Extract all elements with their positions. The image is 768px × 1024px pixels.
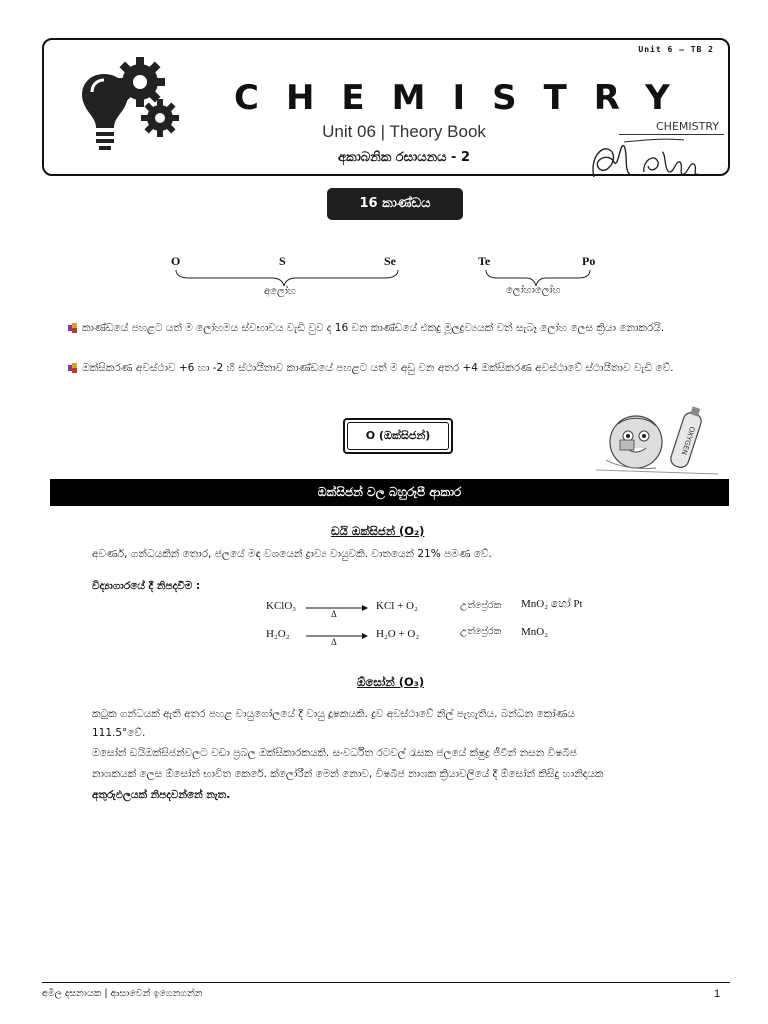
element-se: Se	[384, 254, 396, 268]
group-16-label: 16 කාණ්ඩය	[327, 188, 463, 220]
page-number: 1	[714, 988, 721, 1000]
reaction-2-catalyst-label: උත්ප්‍රේරක	[460, 626, 502, 637]
section-banner: ඔක්සිජන් වල බහුරූපී ආකාර	[50, 479, 729, 506]
ozone-line-3: ඔසෝන් ඩයිඔක්සිජන්වලට වඩා ප්‍රබල ඔක්සිකාරකයකි. සංවර්ධිත රටවල් රැසක ජලයේ ක්ෂුද්‍ර ජීවීන් නසන විෂබීජ	[92, 747, 577, 759]
brand-word: CHEMISTRY	[656, 120, 719, 133]
list-item	[68, 318, 708, 339]
unit-code: Unit 6 – TB 2	[638, 45, 714, 54]
element-o: O	[171, 254, 181, 268]
reaction-2-arrow-icon	[306, 630, 368, 642]
reaction-2-reactant: H₂O₂	[266, 628, 290, 640]
element-po: Po	[582, 254, 596, 268]
list-item	[68, 358, 708, 379]
ozone-heading: ඕසෝන් (O₃)	[357, 675, 425, 689]
metalloid-label: ලෝහාලෝහ	[506, 285, 561, 296]
dioxygen-desc: අවර්ණ, ගන්ධයකින් තොර, ජලයේ මඳ වශයෙන් ද්‍රාව්‍ය වායුවකි. වාතයෙන් 21% පමණ වේ.	[92, 548, 492, 560]
nonmetal-label: අලෝහ	[264, 286, 296, 297]
reaction-1-reactant: KClO₃	[266, 600, 297, 612]
reaction-2-catalyst: MnO₂	[521, 626, 549, 638]
lightbulb-gears-logo-icon	[74, 52, 186, 164]
footer-rule	[42, 982, 730, 983]
lab-prep-label: විද්‍යාගාරයේ දී නිපදවීම :	[92, 580, 201, 592]
bullet-icon	[68, 323, 78, 333]
bullet-text: කාණ්ඩයේ පහළට යත් ම ලෝහමය ස්වභාවය වැඩි වුව ද 16 වන කාණ්ඩයේ එකදු මූලද්‍රව්‍යයක් වත් සැබෑ ලෝහ ලෙස ක්‍රියා නොකරයි.	[82, 322, 665, 334]
ozone-line-2: 111.5°වේ.	[92, 727, 146, 739]
ozone-line-4: නාශකයක් ලෙස ඕසෝන් භාවිත කෙරේ. ක්ලෝරීන් මෙන් නොව, විෂබීජ නාශක ක්‍රියාවලියේ දී ඕසෝන් කිසිදු හානිදායක	[92, 768, 604, 780]
reaction-1-catalyst: MnO₂ හෝ Pt	[521, 598, 583, 610]
reaction-1-arrow-icon	[306, 602, 368, 614]
oxygen-box-label: O (ඔක්සිජන්)	[347, 422, 449, 450]
ozone-line-5: අතුරුඵලයක් නිපදවන්නේ නැත.	[92, 789, 231, 801]
footer-credit: අමිල දසනායක | ආසාවෙන් ඉගෙනගන්න	[42, 988, 203, 999]
page-title: CHEMISTRY	[234, 78, 697, 118]
svg-text:OXYGEN: OXYGEN	[679, 425, 697, 456]
topic-title: අකාබනික රසායනය - 2	[338, 150, 470, 165]
signature-logo-icon	[584, 122, 724, 192]
bullet-icon	[68, 363, 78, 373]
dioxygen-heading: ඩයි ඔක්සිජන් (O₂)	[331, 524, 425, 538]
reaction-2-heat: Δ	[331, 637, 337, 647]
reaction-2-products: H₂O + O₂	[376, 628, 420, 640]
reaction-1-catalyst-label: උත්ප්‍රේරක	[460, 600, 502, 611]
bullet-text: ඔක්සිකරණ අවස්ථාව +6 හා -2 හි ස්ථායීතාව කාණ්ඩයේ පහළට යත් ම අඩු වන අතර +4 ඔක්සිකරණ අවස්ථාවේ ස්ථායීතාව වැඩි වේ.	[82, 362, 674, 374]
header-box	[42, 38, 730, 176]
book-subtitle: Unit 06 | Theory Book	[322, 122, 486, 141]
oxygen-box	[343, 418, 453, 454]
element-s: S	[279, 254, 286, 268]
reaction-1-heat: Δ	[331, 609, 337, 619]
element-te: Te	[478, 254, 491, 268]
oxygen-mascot-icon	[596, 400, 718, 478]
reaction-1-products: KCl + O₂	[376, 600, 418, 612]
ozone-line-1: කටුක ගන්ධයක් ඇති අතර පහළ වායුගෝලයේ දී වායු දූෂකයකි. ද්‍රව අවස්ථාවේ නිල් පැහැතිය. බන්ධන කෝණය	[92, 708, 575, 720]
